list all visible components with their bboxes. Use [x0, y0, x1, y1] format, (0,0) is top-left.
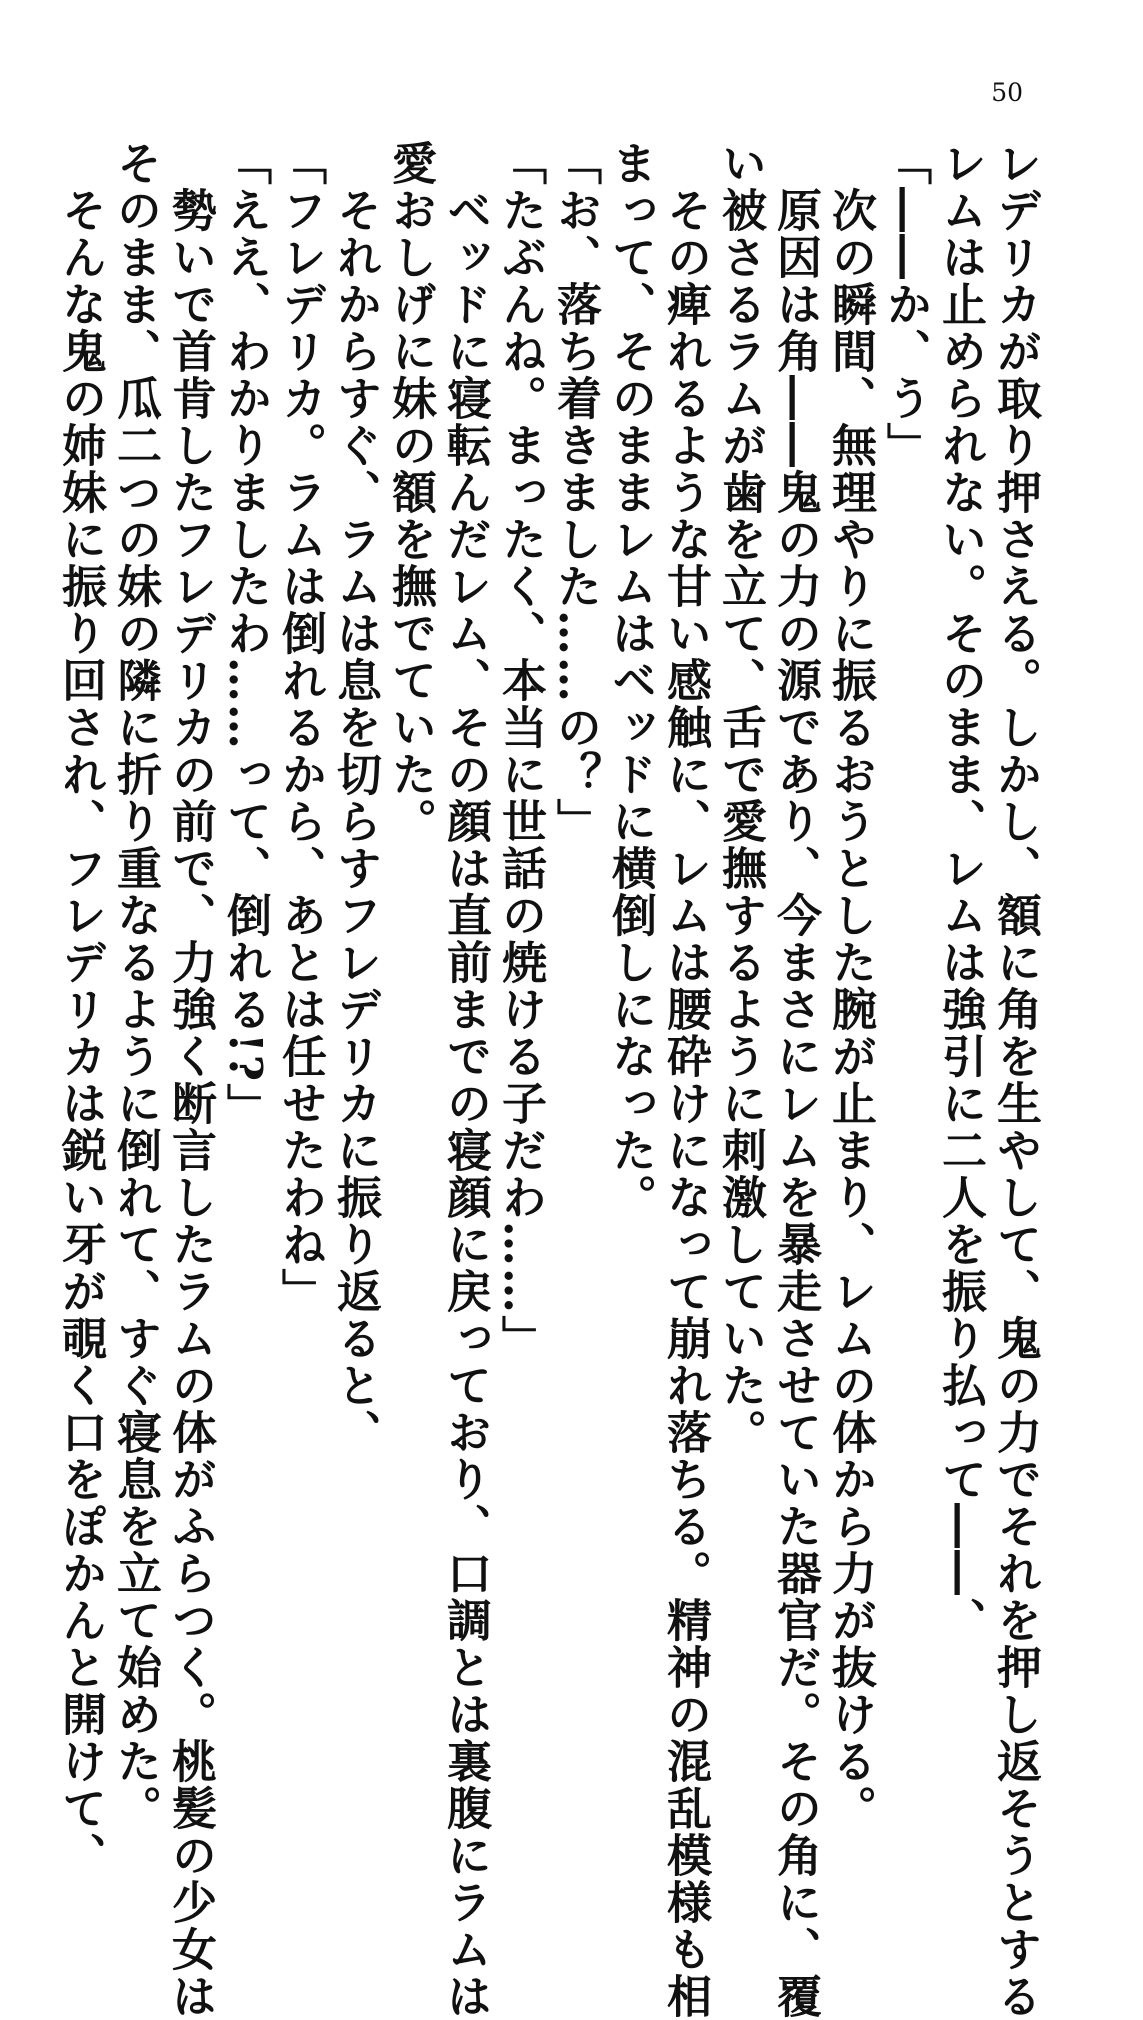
- text-line: 「フレデリカ。ラムは倒れるから、あとは任せたわね」: [274, 140, 327, 1315]
- text-line: そのまま、瓜二つの妹の隣に折り重なるように倒れて、すぐ寝息を立て始めた。: [109, 140, 162, 1832]
- body-text: [53, 140, 1043, 2020]
- text-line: レデリカが取り押さえる。しかし、額に角を生やして、鬼の力でそれを押し返そうとする: [989, 140, 1042, 2020]
- text-line: 「お、落ち着きました……の？」: [549, 140, 602, 845]
- text-line: 次の瞬間、無理やりに振るおうとした腕が止まり、レムの体から力が抜ける。: [824, 140, 877, 1832]
- text-line: まって、そのままレムはベッドに横倒しになった。: [604, 140, 657, 1221]
- text-line: そんな鬼の姉妹に振り回され、フレデリカは鋭い牙が覗く口をぽかんと開けて、: [54, 140, 107, 1879]
- text-line: 愛おしげに妹の額を撫でていた。: [384, 140, 437, 845]
- page-number: 50: [991, 78, 1023, 107]
- text-line: 原因は角――鬼の力の源であり、今まさにレムを暴走させていた器官だ。その角に、覆: [769, 140, 822, 2020]
- text-line: その痺れるような甘い感触に、レムは腰砕けになって崩れ落ちる。精神の混乱模様も相: [659, 140, 712, 2020]
- text-line: レムは止められない。そのまま、レムは強引に二人を振り払って――、: [934, 140, 987, 1644]
- text-line: ベッドに寝転んだレム、その顔は直前までの寝顔に戻っており、口調とは裏腹にラムは: [439, 140, 492, 2020]
- text-line: い被さるラムが歯を立て、舌で愛撫するように刺激していた。: [714, 140, 767, 1456]
- text-line: 勢いで首肯したフレデリカの前で、力強く断言したラムの体がふらつく。桃髪の少女は: [164, 140, 217, 2020]
- text-line: 「たぶんね。まったく、本当に世話の焼ける子だわ……」: [494, 140, 547, 1362]
- text-line: それからすぐ、ラムは息を切らすフレデリカに振り返ると、: [329, 140, 382, 1456]
- text-line: 「――か、う」: [879, 140, 932, 469]
- text-line: 「ええ、わかりましたわ……って、倒れる!?」: [219, 140, 272, 1131]
